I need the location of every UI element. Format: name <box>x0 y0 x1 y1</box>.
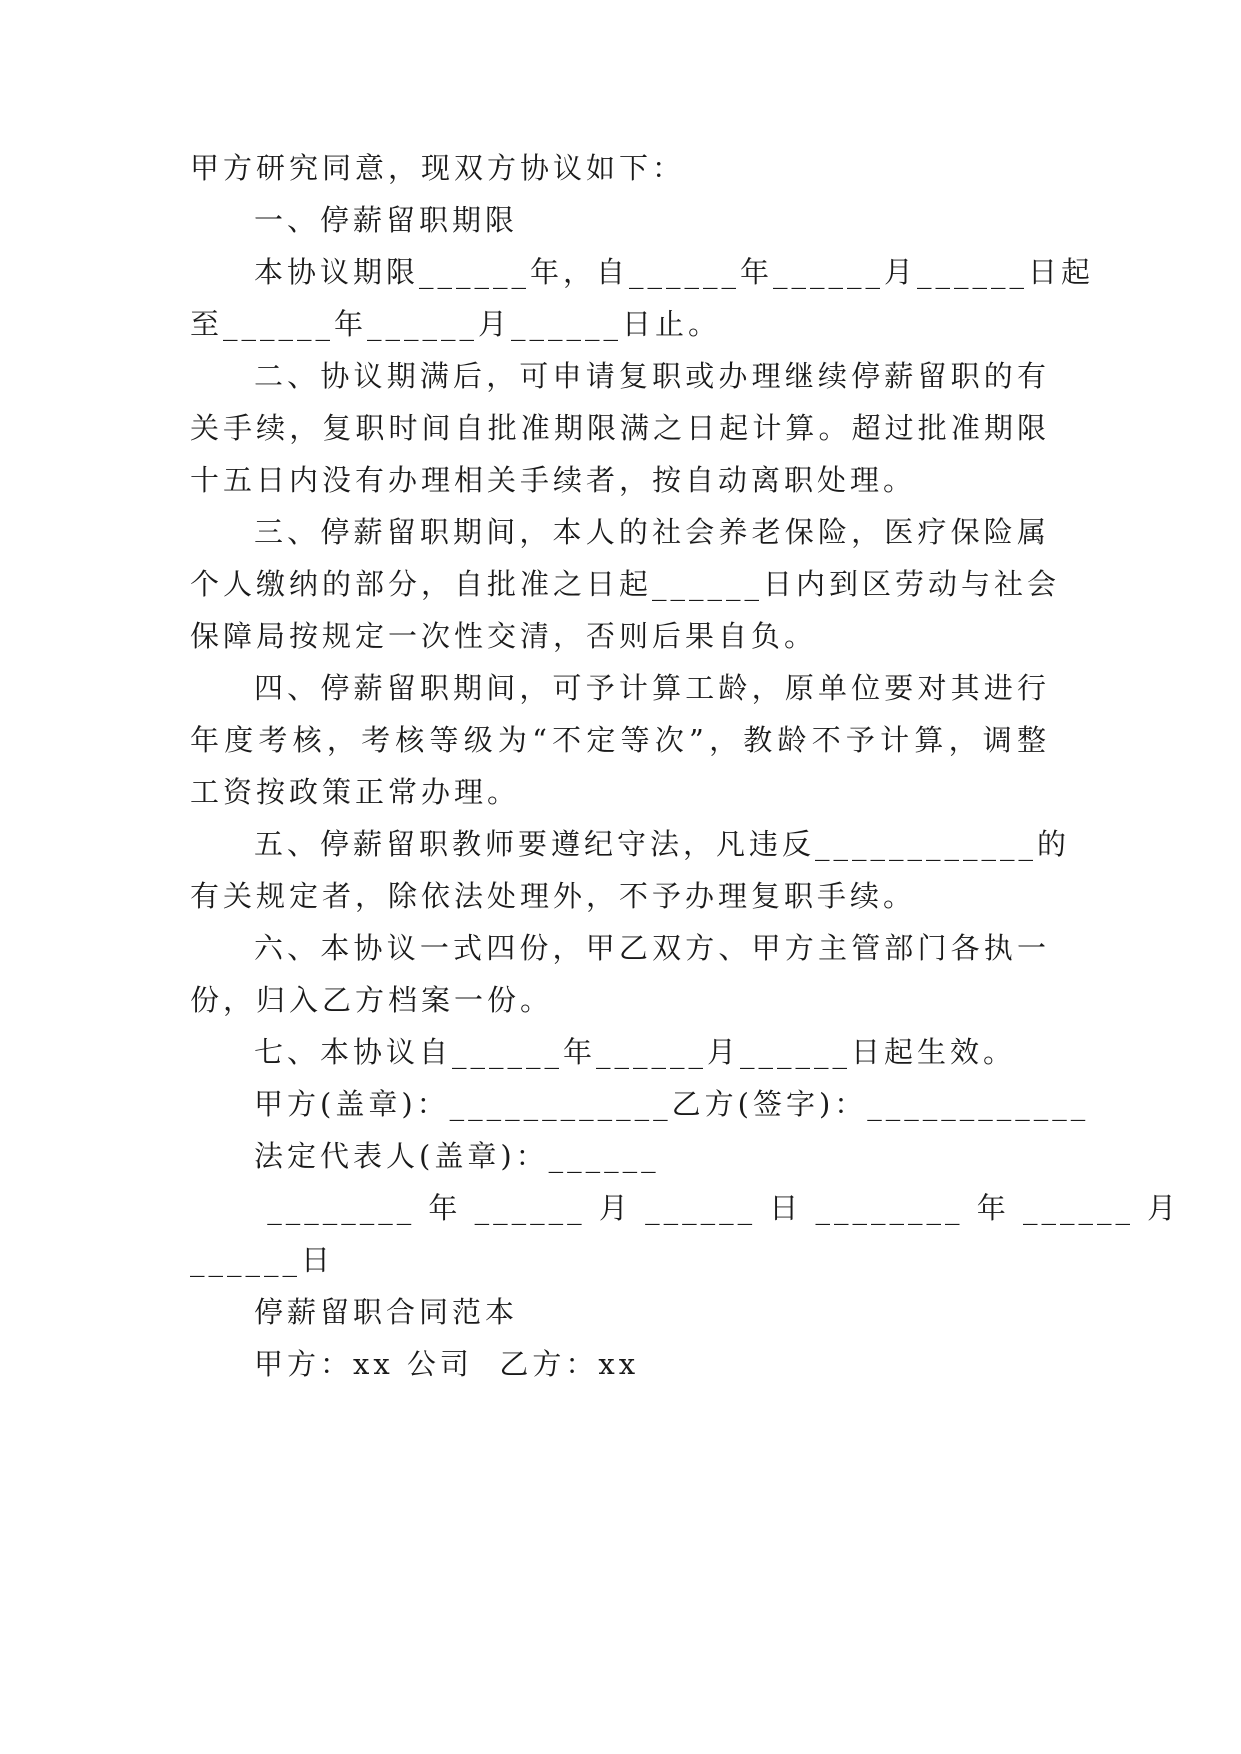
text-line: 五、停薪留职教师要遵纪守法，凡违反____________的 <box>254 827 1071 861</box>
text-line: 十五日内没有办理相关手续者，按自动离职处理。 <box>190 463 917 497</box>
signature-line: 法定代表人(盖章)：______ <box>254 1139 660 1173</box>
parties-line: 甲方：xx 公司 乙方：xx <box>254 1347 640 1381</box>
date-line: ______日 <box>190 1243 335 1277</box>
text-line: 有关规定者，除依法处理外，不予办理复职手续。 <box>190 879 917 913</box>
text-line: 六、本协议一式四份，甲乙双方、甲方主管部门各执一 <box>254 931 1050 965</box>
text-line: 三、停薪留职期间，本人的社会养老保险，医疗保险属 <box>254 515 1050 549</box>
text-line: 个人缴纳的部分，自批准之日起______日内到区劳动与社会 <box>190 567 1061 601</box>
signature-line: 甲方(盖章)：____________乙方(签字)：____________ <box>254 1087 1090 1121</box>
text-line: 年度考核，考核等级为“不定等次”，教龄不予计算，调整 <box>190 723 1050 757</box>
text-line: 份，归入乙方档案一份。 <box>190 983 554 1017</box>
text-line: 保障局按规定一次性交清，否则后果自负。 <box>190 619 818 653</box>
section-title: 停薪留职合同范本 <box>254 1295 519 1329</box>
text-line: 工资按政策正常办理。 <box>190 775 521 809</box>
section-heading: 一、停薪留职期限 <box>254 203 519 237</box>
text-line: 二、协议期满后，可申请复职或办理继续停薪留职的有 <box>254 359 1050 393</box>
text-line: 至______年______月______日止。 <box>190 307 722 341</box>
text-line: 关手续，复职时间自批准期限满之日起计算。超过批准期限 <box>190 411 1050 445</box>
date-line: ________ 年 ______ 月 ______ 日 ________ 年 ______ 月 <box>254 1191 1181 1225</box>
text-line: 本协议期限______年，自______年______月______日起 <box>254 255 1095 289</box>
text-line: 四、停薪留职期间，可予计算工龄，原单位要对其进行 <box>254 671 1050 705</box>
text-line: 七、本协议自______年______月______日起生效。 <box>254 1035 1017 1069</box>
text-line: 甲方研究同意，现双方协议如下： <box>190 151 686 185</box>
